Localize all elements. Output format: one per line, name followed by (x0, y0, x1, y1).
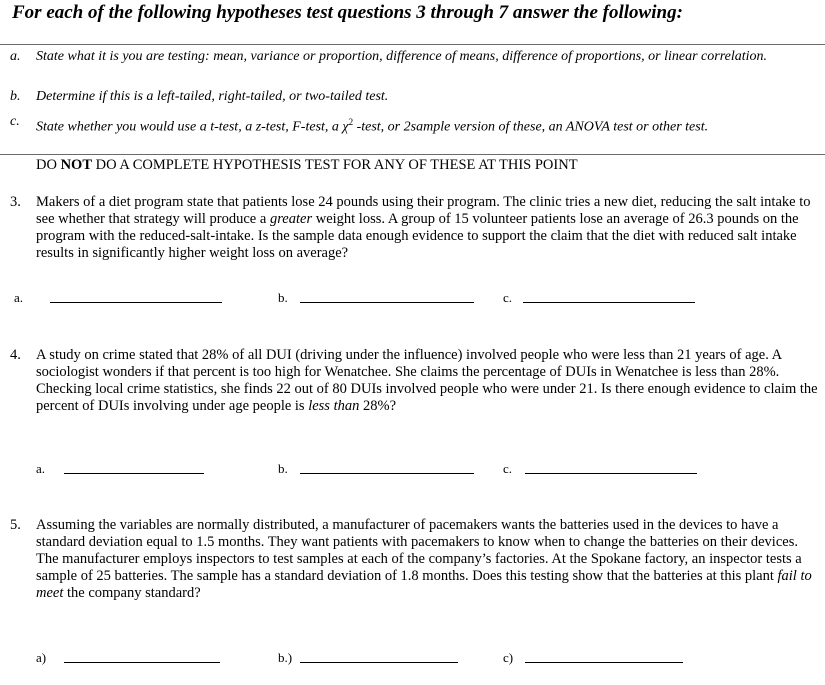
instruction-a (0, 48, 825, 84)
question-4-emphasis: less than (308, 398, 360, 414)
notice-pre: DO (36, 157, 61, 173)
q5-answer-b-label: b.) (278, 650, 293, 665)
question-5-text (36, 517, 818, 602)
q5-answer-c-blank[interactable] (525, 662, 683, 663)
q3-answer-c-blank[interactable] (523, 302, 695, 303)
q3-answer-c-label: c. (503, 290, 513, 305)
q3-answer-b (278, 290, 478, 305)
q3-answer-a-blank[interactable] (50, 302, 222, 303)
question-3-text (36, 194, 818, 262)
question-4-number: 4. (10, 347, 21, 363)
instruction-b-text: Determine if this is a left-tailed, right-tailed, or two-tailed test. (36, 89, 389, 104)
instruction-b (0, 88, 825, 106)
question-3-text-part: weight loss. A group of 15 volunteer patients lose an average of 26.3 pounds on the program with the reduced-salt-intake. Is the sample data enough evidence to support the claim that the diet with reduced salt intake results in significantly higher weight loss on average? (36, 211, 799, 261)
q3-answer-b-label: b. (278, 290, 288, 305)
q4-answer-a-blank[interactable] (64, 473, 204, 474)
q5-answer-c (503, 650, 703, 665)
q5-answer-a-label: a) (36, 650, 47, 665)
instruction-c-label: c. (10, 114, 20, 129)
q5-answer-a (36, 650, 236, 665)
instruction-c (0, 112, 825, 148)
question-4-text (36, 347, 818, 415)
question-3 (0, 194, 825, 268)
q4-answer-a-label: a. (36, 461, 46, 476)
question-3-number: 3. (10, 194, 21, 210)
question-5-text-part: the company standard? (63, 585, 201, 601)
instruction-b-label: b. (10, 89, 21, 104)
q5-answer-c-label: c) (503, 650, 514, 665)
notice-bold: NOT (60, 157, 92, 173)
instructions-top-divider (0, 44, 825, 45)
instruction-c-text (36, 112, 816, 138)
q3-answer-b-blank[interactable] (300, 302, 474, 303)
q4-answer-b-blank[interactable] (300, 473, 474, 474)
instruction-c-text-before: State whether you would use a t-test, a z-test, F-test, a (36, 119, 343, 135)
instruction-a-label: a. (10, 49, 21, 64)
q4-answer-c-label: c. (503, 461, 513, 476)
instruction-a-text: State what it is you are testing: mean, variance or proportion, difference of means, difference of proportions, or linear correlation. (36, 49, 768, 64)
q5-answer-a-blank[interactable] (64, 662, 220, 663)
q4-answer-a (36, 461, 236, 476)
question-4-text-part: 28%? (359, 398, 396, 414)
q3-answer-c (503, 290, 703, 305)
question-5-number: 5. (10, 517, 21, 533)
question-5-emphasis: fail to meet (36, 568, 812, 601)
q4-answer-c-blank[interactable] (525, 473, 697, 474)
q3-answer-a (14, 290, 254, 305)
question-4-text-part: A study on crime stated that 28% of all DUI (driving under the influence) involved people who were less than 21 years of age. A sociologist wonders if that percent is too high for Wenatchee. She claims the percentage of DUIs in Wenatchee is less than 28%. Checking local crime statistics, she finds 22 out of 80 DUIs involved people who were under 21. Is there enough evidence to claim the percent of DUIs involving under age people is (36, 347, 818, 414)
instruction-c-text-after: -test, or 2sample version of these, an ANOVA test or other test. (353, 119, 709, 135)
question-5-text-part: Assuming the variables are normally distributed, a manufacturer of pacemakers wants the batteries used in the devices to have a standard deviation equal to 1.5 months. They want patients with pacemakers to know when to change the batteries on their devices. The manufacturer employs inspectors to test samples at each of the company’s factories. At the Spokane factory, an inspector tests a sample of 25 batteries. The sample has a standard deviation of 1.8 months. Does this testing show that the batteries at this plant (36, 517, 802, 584)
question-4 (0, 347, 825, 421)
q4-answer-b-label: b. (278, 461, 288, 476)
chi-superscript: 2 (348, 117, 354, 127)
q5-answer-b (278, 650, 478, 665)
question-5 (0, 517, 825, 609)
q5-answer-b-blank[interactable] (300, 662, 458, 663)
question-3-text-part: Makers of a diet program state that patients lose 24 pounds using their program. The clinic tries a new diet, reducing the salt intake to see whether that strategy will produce a (36, 194, 811, 227)
q3-answer-a-label: a. (14, 290, 24, 305)
page-title: For each of the following hypotheses test questions 3 through 7 answer the following: (12, 2, 683, 23)
q4-answer-b (278, 461, 478, 476)
notice-post: DO A COMPLETE HYPOTHESIS TEST FOR ANY OF THESE AT THIS POINT (92, 157, 578, 173)
q4-answer-c (503, 461, 703, 476)
chi-symbol: χ (342, 119, 349, 135)
question-3-emphasis: greater (269, 211, 313, 227)
instructions-bottom-divider (0, 154, 825, 155)
notice-line (36, 157, 578, 174)
